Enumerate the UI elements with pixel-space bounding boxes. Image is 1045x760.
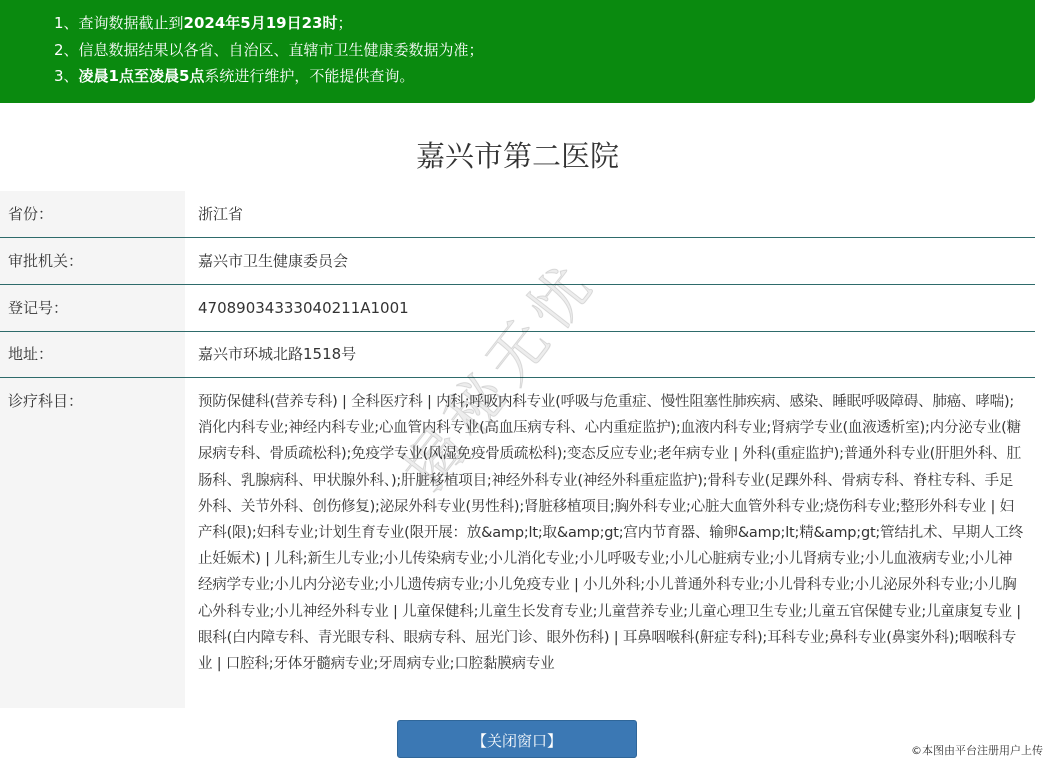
authority-row	[0, 238, 1035, 285]
address-value: 嘉兴市环城北路1518号	[198, 345, 357, 363]
notice-line-1-end: ；	[337, 14, 353, 32]
notice-line-3-text: 系统进行维护，不能提供查询。	[204, 67, 415, 85]
address-row	[0, 332, 1035, 378]
watermark: 揭秘无忧	[389, 246, 611, 504]
notice-line-1	[54, 10, 1035, 37]
registration-value: 47089034333040211A1001	[198, 299, 409, 317]
notice-banner	[0, 0, 1035, 103]
close-window-button[interactable]: 【关闭窗口】	[397, 720, 637, 758]
departments-label: 诊疗科目：	[0, 378, 185, 708]
province-label: 省份：	[0, 191, 185, 237]
departments-value: 预防保健科(营养专科) | 全科医疗科 | 内科;呼吸内科专业(呼吸与危重症、慢性阻塞性肺疾病、感染、睡眠呼吸障碍、肺癌、哮喘);消化内科专业;神经内科专业;心血管内科专业(高血压病专科、心内重症监护);血液内科专业;肾病学专业(血液透析室);内分泌专业(糖尿病专科、骨质疏松科);免疫学专业(风湿免疫骨质疏松科);变态反应专业;老年病专业 | 外科(重症监护);普通外科专业(肝胆外科、肛肠科、乳腺病科、甲状腺外科、);肝脏移植项目;神经外科专业(神经外科重症监护);骨科专业(足踝外科、骨病专科、脊柱专科、手足外科、关节外科、创伤修复);泌尿外科专业(男性科);肾脏移植项目;胸外科专业;心脏大血管外科专业;烧伤科专业;整形外科专业 | 妇产科(限);妇科专业;计划生育专业(限开展：放&amp;lt;取&amp;gt;宫内节育器、输卵&amp;lt;精&amp;gt;管结扎术、早期人工终止妊娠术) | 儿科;新生儿专业;小儿传染病专业;小儿消化专业;小儿呼吸专业;小儿心脏病专业;小儿肾病专业;小儿血液病专业;小儿神经病学专业;小儿内分泌专业;小儿遗传病专业;小儿免疫专业 | 小儿外科;小儿普通外科专业;小儿骨科专业;小儿泌尿外科专业;小儿胸心外科专业;小儿神经外科专业 | 儿童保健科;儿童生长发育专业;儿童营养专业;儿童心理卫生专业;儿童五官保健专业;儿童康复专业 | 眼科(白内障专科、青光眼专科、眼病专科、屈光门诊、眼外伤科) | 耳鼻咽喉科(鼾症专科);耳科专业;鼻科专业(鼻窦外科);咽喉科专业 | 口腔科;牙体牙髓病专业;牙周病专业;口腔黏膜病专业	[198, 394, 1024, 673]
authority-value: 嘉兴市卫生健康委员会	[198, 252, 349, 270]
notice-line-1-date: 2024年5月19日23时	[183, 14, 338, 32]
notice-line-3	[54, 63, 1035, 90]
notice-line-1-text: 1、查询数据截止到	[54, 14, 184, 32]
province-value: 浙江省	[198, 205, 244, 223]
notice-line-2: 2、信息数据结果以各省、自治区、直辖市卫生健康委数据为准；	[54, 40, 484, 59]
page-title: 嘉兴市第二医院	[415, 139, 619, 173]
authority-label: 审批机关：	[0, 238, 185, 284]
province-row	[0, 191, 1035, 238]
upload-credit: ©本图由平台注册用户上传	[911, 744, 1043, 757]
address-label: 地址：	[0, 332, 185, 377]
notice-line-3-number: 3、	[54, 67, 79, 85]
registration-label: 登记号：	[0, 285, 185, 331]
notice-line-3-time: 凌晨1点至凌晨5点	[78, 67, 205, 85]
departments-row	[0, 378, 1035, 708]
registration-row	[0, 285, 1035, 332]
